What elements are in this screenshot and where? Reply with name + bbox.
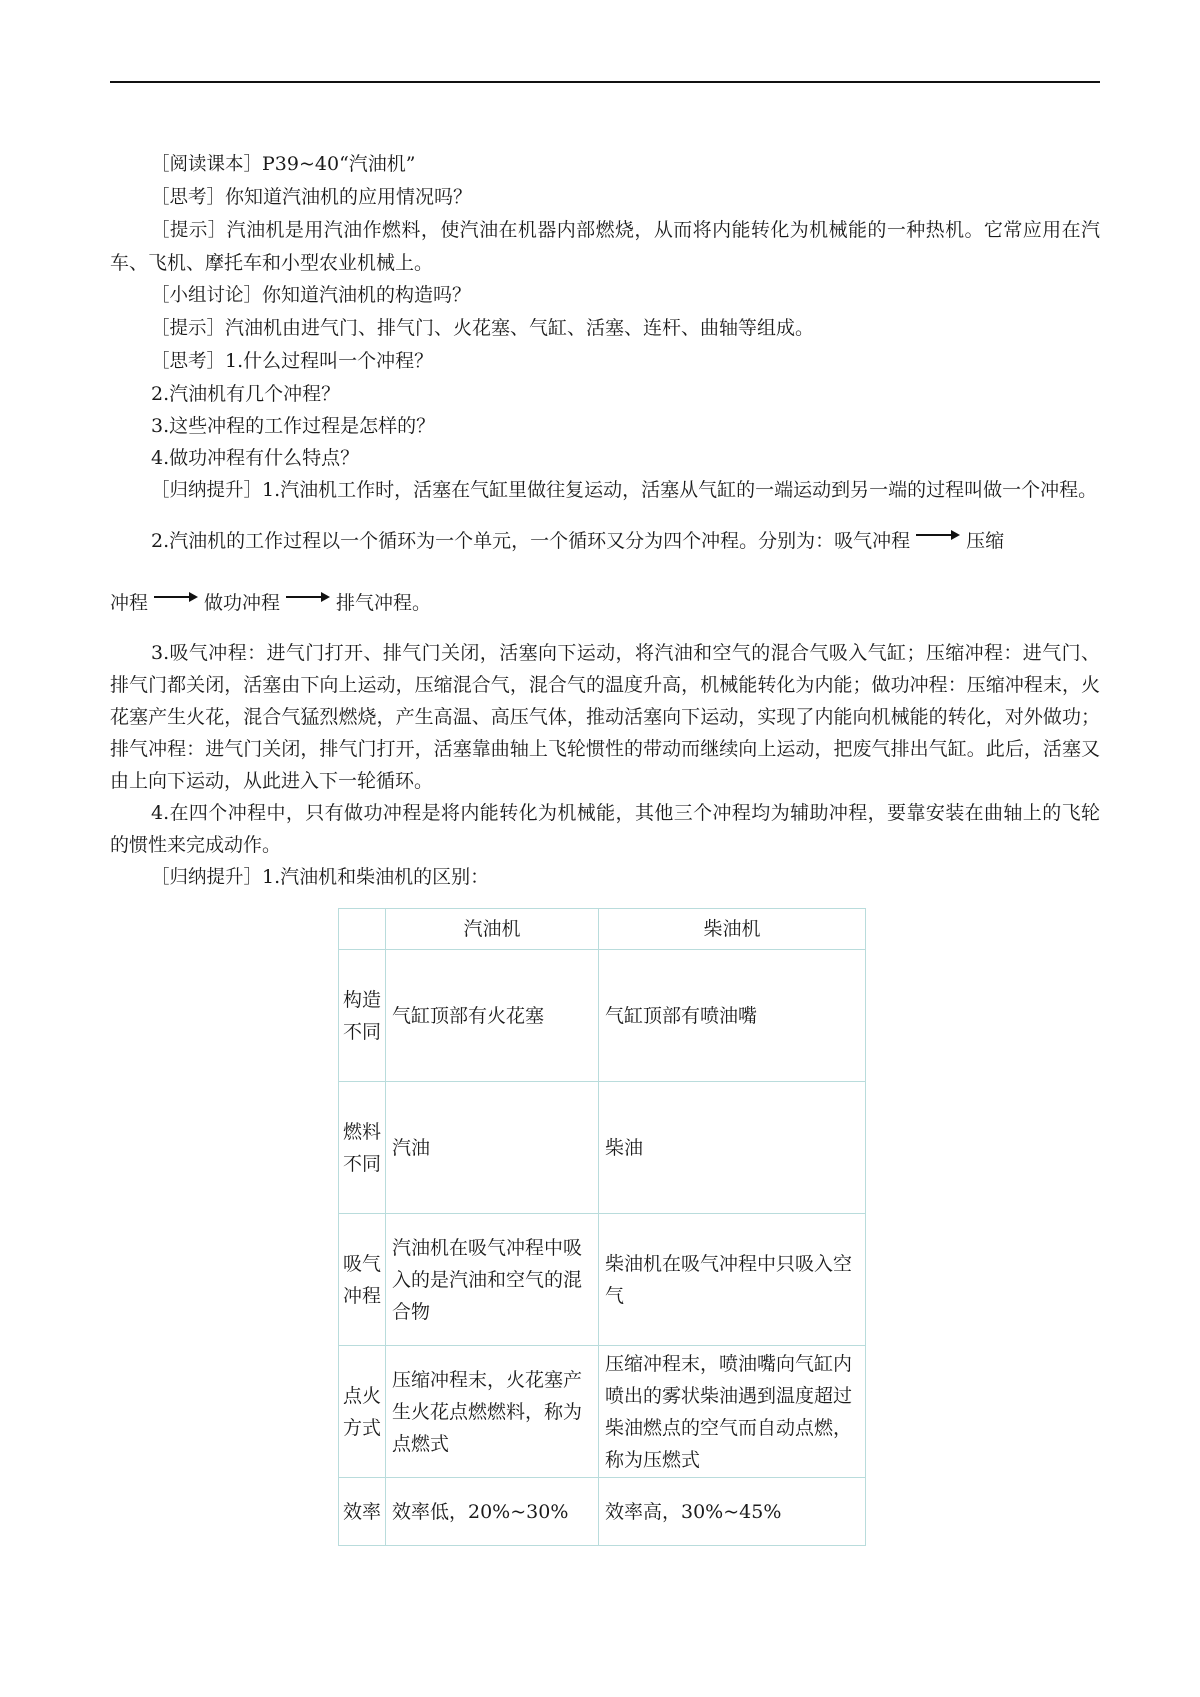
row-label: 燃料不同 bbox=[339, 1082, 386, 1214]
table-header-cell: 柴油机 bbox=[599, 909, 866, 950]
section-tag: ［归纳提升］ bbox=[151, 480, 263, 501]
paragraph-cycle bbox=[110, 525, 1100, 557]
paragraph-hint-2 bbox=[110, 312, 1100, 345]
paragraph-text: 你知道汽油机的构造吗？ bbox=[262, 284, 472, 306]
table-cell: 效率低，20%~30% bbox=[386, 1478, 599, 1546]
question-2: 2.汽油机有几个冲程？ bbox=[151, 383, 341, 405]
header-rule bbox=[110, 81, 1100, 83]
comparison-table-wrapper bbox=[338, 908, 866, 1546]
table-row bbox=[339, 1346, 866, 1478]
question-4: 4.做功冲程有什么特点？ bbox=[151, 447, 360, 469]
question-3: 3.这些冲程的工作过程是怎样的？ bbox=[151, 415, 436, 437]
table-cell: 汽油机在吸气冲程中吸入的是汽油和空气的混合物 bbox=[386, 1214, 599, 1346]
section-tag: ［阅读课本］ bbox=[151, 154, 263, 175]
paragraph-text: 1.什么过程叫一个冲程？ bbox=[225, 350, 434, 372]
table-row bbox=[339, 1082, 866, 1214]
document-body bbox=[110, 148, 1100, 894]
paragraph-summary-1 bbox=[110, 474, 1100, 507]
paragraph-discussion bbox=[110, 279, 1100, 312]
paragraph-text: 1.汽油机工作时，活塞在气缸里做往复运动，活塞从气缸的一端运动到另一端的过程叫做一个冲程。 bbox=[262, 479, 1098, 501]
cycle-step-compress-a: 压缩 bbox=[966, 530, 1005, 552]
table-cell: 柴油机在吸气冲程中只吸入空气 bbox=[599, 1214, 866, 1346]
paragraph-think-2 bbox=[110, 345, 1100, 378]
table-cell: 气缸顶部有喷油嘴 bbox=[599, 950, 866, 1082]
row-label: 点火方式 bbox=[339, 1346, 386, 1478]
table-row bbox=[339, 1478, 866, 1546]
right-arrow-icon bbox=[154, 590, 198, 604]
paragraph-text: 汽油机由进气门、排气门、火花塞、气缸、活塞、连杆、曲轴等组成。 bbox=[225, 317, 815, 339]
section-tag: ［思考］ bbox=[151, 187, 226, 208]
paragraph-text: 你知道汽油机的应用情况吗？ bbox=[225, 186, 473, 208]
cycle-lead-text: 2.汽油机的工作过程以一个循环为一个单元，一个循环又分为四个冲程。分别为：吸气冲程 bbox=[151, 530, 911, 552]
paragraph-cycle-continued bbox=[110, 587, 1100, 619]
section-tag: ［提示］ bbox=[151, 318, 226, 339]
cycle-step-exhaust: 排气冲程。 bbox=[336, 592, 432, 614]
table-cell: 柴油 bbox=[599, 1082, 866, 1214]
table-header-row bbox=[339, 909, 866, 950]
table-row bbox=[339, 1214, 866, 1346]
paragraph-text: 汽油机是用汽油作燃料，使汽油在机器内部燃烧，从而将内能转化为机械能的一种热机。它常应用在汽车、飞机、摩托车和小型农业机械上。 bbox=[110, 219, 1100, 274]
paragraph-think-1 bbox=[110, 181, 1100, 214]
section-tag: ［小组讨论］ bbox=[151, 285, 263, 306]
section-tag: ［归纳提升］ bbox=[151, 867, 263, 888]
paragraph-text: 1.汽油机和柴油机的区别： bbox=[262, 866, 490, 888]
cycle-step-power: 做功冲程 bbox=[204, 592, 281, 614]
row-label: 效率 bbox=[339, 1478, 386, 1546]
paragraph-hint-1 bbox=[110, 214, 1100, 279]
paragraph-power-stroke: 4.在四个冲程中，只有做功冲程是将内能转化为机械能，其他三个冲程均为辅助冲程，要靠安装在曲轴上的飞轮的惯性来完成动作。 bbox=[110, 802, 1100, 856]
paragraph-text: P39~40“汽油机” bbox=[262, 153, 416, 175]
section-tag: ［思考］ bbox=[151, 351, 226, 372]
paragraph-reading bbox=[110, 148, 1100, 181]
engine-comparison-table bbox=[338, 908, 866, 1546]
paragraph-strokes-detail: 3.吸气冲程：进气门打开、排气门关闭，活塞向下运动，将汽油和空气的混合气吸入气缸；压缩冲程：进气门、排气门都关闭，活塞由下向上运动，压缩混合气，混合气的温度升高，机械能转化为内能；做功冲程：压缩冲程末，火花塞产生火花，混合气猛烈燃烧，产生高温、高压气体，推动活塞向下运动，实现了内能向机械能的转化，对外做功；排气冲程：进气门关闭，排气门打开，活塞靠曲轴上飞轮惯性的带动而继续向上运动，把废气排出气缸。此后，活塞又由上向下运动，从此进入下一轮循环。 bbox=[110, 642, 1100, 792]
paragraph-summary-2 bbox=[110, 861, 1100, 894]
table-cell: 气缸顶部有火花塞 bbox=[386, 950, 599, 1082]
cycle-step-compress-b: 冲程 bbox=[110, 592, 149, 614]
section-tag: ［提示］ bbox=[151, 220, 227, 241]
row-label: 构造不同 bbox=[339, 950, 386, 1082]
row-label: 吸气冲程 bbox=[339, 1214, 386, 1346]
right-arrow-icon bbox=[286, 590, 330, 604]
table-cell: 效率高，30%~45% bbox=[599, 1478, 866, 1546]
table-cell: 压缩冲程末，火花塞产生火花点燃燃料，称为点燃式 bbox=[386, 1346, 599, 1478]
table-row bbox=[339, 950, 866, 1082]
table-header-cell: 汽油机 bbox=[386, 909, 599, 950]
table-cell: 汽油 bbox=[386, 1082, 599, 1214]
table-header-cell bbox=[339, 909, 386, 950]
right-arrow-icon bbox=[916, 528, 960, 542]
table-cell: 压缩冲程末，喷油嘴向气缸内喷出的雾状柴油遇到温度超过柴油燃点的空气而自动点燃，称为压燃式 bbox=[599, 1346, 866, 1478]
